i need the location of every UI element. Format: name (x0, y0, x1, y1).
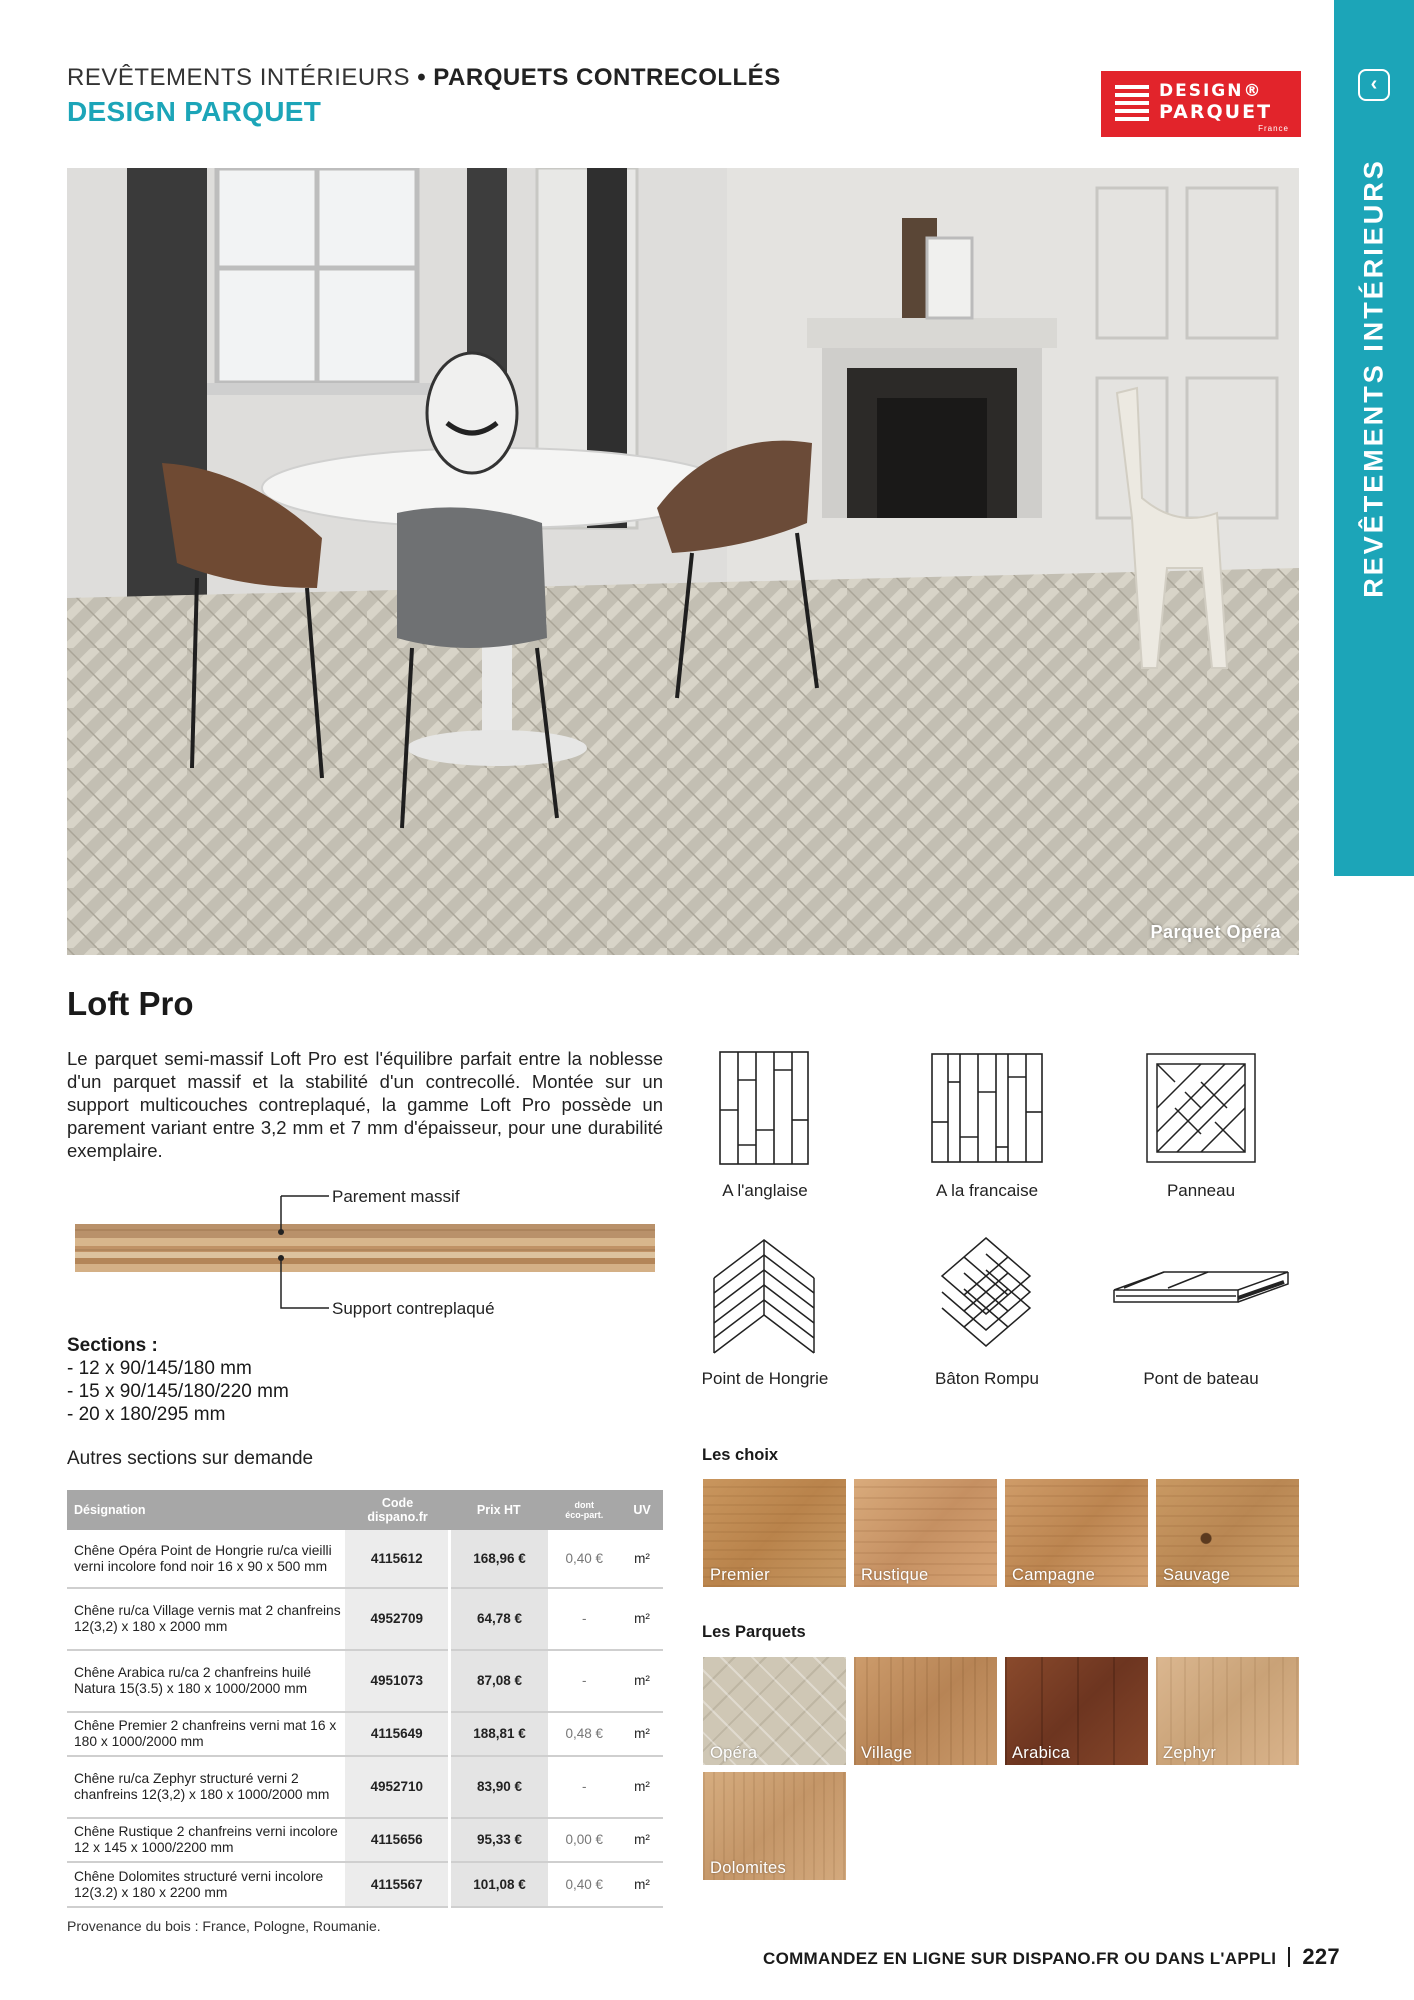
wood-provenance: Provenance du bois : France, Pologne, Roumanie. (67, 1918, 381, 1934)
pattern-baton-rompu-icon (940, 1236, 1032, 1354)
swatch-opera[interactable] (703, 1657, 846, 1765)
cell-eco: 0,48 € (548, 1712, 621, 1756)
hero-photo (67, 168, 1299, 955)
cell-eco: 0,40 € (548, 1530, 621, 1588)
swatch-label: Rustique (861, 1566, 929, 1584)
cell-uv: m² (621, 1530, 663, 1588)
cell-price: 87,08 € (450, 1650, 548, 1712)
cell-designation: Chêne Dolomites structuré verni incolore 12(3.2) x 180 x 2200 mm (67, 1862, 345, 1907)
logo-text-2: PARQUET (1159, 101, 1273, 123)
swatch-label: Dolomites (710, 1859, 787, 1877)
header-eco (548, 1490, 621, 1530)
cell-uv: m² (621, 1588, 663, 1650)
brand-heading: DESIGN PARQUET (67, 96, 322, 127)
swatch-premier[interactable] (703, 1479, 846, 1587)
product-description: Le parquet semi-massif Loft Pro est l'équilibre parfait entre la noblesse d'un parquet massif et la stabilité d'un contrecollé. Montée sur un support multicouches contreplaqué, la gamme Loft Pro possède un parement variant entre 3,2 mm et 7 mm d'épaisseur, pour une durabilité exemplaire. (67, 1048, 663, 1161)
sections-list (67, 1334, 289, 1426)
cell-price: 95,33 € (450, 1818, 548, 1862)
logo-text-1: DESIGN® (1159, 81, 1263, 101)
pattern-label-baton-rompu: Bâton Rompu (935, 1369, 1039, 1388)
section-name: REVÊTEMENTS INTÉRIEURS (67, 64, 411, 91)
cell-code[interactable]: 4115656 (345, 1818, 450, 1862)
swatch-dolomites[interactable] (703, 1772, 846, 1880)
table-row (67, 1862, 663, 1907)
chevron-left-icon[interactable]: ‹ (1358, 69, 1390, 101)
swatch-rustique[interactable] (854, 1479, 997, 1587)
cell-eco: 0,00 € (548, 1818, 621, 1862)
section-item: - 15 x 90/145/180/220 mm (67, 1381, 289, 1402)
swatch-label: Premier (710, 1566, 770, 1584)
cell-code[interactable]: 4115567 (345, 1862, 450, 1907)
cell-price: 101,08 € (450, 1862, 548, 1907)
logo-text-3: France (1258, 124, 1289, 133)
choix-title: Les choix (702, 1446, 779, 1464)
header-code (345, 1490, 450, 1530)
section-item: - 20 x 180/295 mm (67, 1404, 226, 1425)
pattern-francaise-icon (930, 1052, 1044, 1164)
section-heading (67, 64, 781, 92)
cell-eco: - (548, 1756, 621, 1818)
side-tab-label: REVÊTEMENTS INTÉRIEURS (1358, 158, 1389, 598)
table-row (67, 1530, 663, 1588)
header-eco-line1: dont (574, 1500, 595, 1510)
cell-eco: 0,40 € (548, 1862, 621, 1907)
pattern-point-de-hongrie-icon (712, 1238, 816, 1356)
swatch-label: Campagne (1012, 1566, 1096, 1584)
footer-separator (1288, 1947, 1290, 1967)
swatch-campagne[interactable] (1005, 1479, 1148, 1587)
header-designation: Désignation (67, 1490, 345, 1530)
cell-designation: Chêne Rustique 2 chanfreins verni incolore 12 x 145 x 1000/2200 mm (67, 1818, 345, 1862)
cell-designation: Chêne Opéra Point de Hongrie ru/ca vieilli verni incolore fond noir 16 x 90 x 500 mm (67, 1530, 345, 1588)
bullet-separator: • (417, 64, 427, 91)
cell-designation: Chêne Arabica ru/ca 2 chanfreins huilé Natura 15(3.5) x 180 x 1000/2000 mm (67, 1650, 345, 1712)
header-code-line1: Code (381, 1496, 414, 1510)
pattern-label-pont-de-bateau: Pont de bateau (1143, 1369, 1259, 1388)
cell-price: 188,81 € (450, 1712, 548, 1756)
header-price: Prix HT (450, 1490, 548, 1530)
pattern-label-hongrie-text: Point de Hongrie (701, 1369, 829, 1388)
table-row (67, 1756, 663, 1818)
swatch-label: Zephyr (1163, 1744, 1217, 1762)
swatch-sauvage[interactable] (1156, 1479, 1299, 1587)
layer-label-top: Parement massif (332, 1187, 460, 1206)
swatch-label: Opéra (710, 1744, 758, 1762)
swatch-arabica[interactable] (1005, 1657, 1148, 1765)
swatch-label: Arabica (1012, 1744, 1071, 1762)
table-row (67, 1712, 663, 1756)
subsection-name: PARQUETS CONTRECOLLÉS (433, 64, 781, 91)
swatch-label: Village (861, 1744, 913, 1762)
header-uv: UV (621, 1490, 663, 1530)
price-table (67, 1490, 663, 1908)
parquets-title: Les Parquets (702, 1623, 806, 1641)
pattern-pont-de-bateau-icon (1112, 1268, 1290, 1316)
cell-code[interactable]: 4952710 (345, 1756, 450, 1818)
header-code-line2: dispano.fr (367, 1510, 428, 1524)
swatch-zephyr[interactable] (1156, 1657, 1299, 1765)
cell-eco: - (548, 1588, 621, 1650)
other-sections-note: Autres sections sur demande (67, 1448, 314, 1469)
cell-uv: m² (621, 1650, 663, 1712)
cell-designation: Chêne Premier 2 chanfreins verni mat 16 x 180 x 1000/2000 mm (67, 1712, 345, 1756)
sections-title: Sections : (67, 1335, 158, 1356)
swatch-village[interactable] (854, 1657, 997, 1765)
side-tab (1334, 0, 1414, 876)
table-row (67, 1588, 663, 1650)
swatch-label: Sauvage (1163, 1566, 1231, 1584)
cell-uv: m² (621, 1862, 663, 1907)
page-number: 227 (1302, 1944, 1340, 1969)
pattern-panneau-icon (1145, 1052, 1257, 1164)
layer-label-bottom: Support contreplaqué (332, 1299, 495, 1318)
pattern-label-anglaise: A l'anglaise (722, 1181, 808, 1200)
room-illustration (67, 168, 1299, 955)
cell-designation: Chêne ru/ca Village vernis mat 2 chanfreins 12(3,2) x 180 x 2000 mm (67, 1588, 345, 1650)
cell-price: 168,96 € (450, 1530, 548, 1588)
cell-price: 83,90 € (450, 1756, 548, 1818)
cell-code[interactable]: 4115649 (345, 1712, 450, 1756)
hero-caption: Parquet Opéra (1150, 922, 1281, 942)
cell-eco: - (548, 1650, 621, 1712)
design-parquet-logo (1101, 71, 1301, 137)
header-eco-line2: éco-part. (565, 1510, 604, 1520)
cell-price: 64,78 € (450, 1588, 548, 1650)
table-row (67, 1818, 663, 1862)
cell-uv: m² (621, 1818, 663, 1862)
cell-designation: Chêne ru/ca Zephyr structuré verni 2 chanfreins 12(3,2) x 180 x 1000/2000 mm (67, 1756, 345, 1818)
pattern-label-francaise: A la francaise (935, 1181, 1039, 1200)
footer (763, 1944, 1340, 1970)
logo-stripes-icon (1115, 85, 1149, 123)
table-header-row (67, 1490, 663, 1530)
cell-uv: m² (621, 1712, 663, 1756)
section-item: - 12 x 90/145/180 mm (67, 1358, 252, 1379)
pattern-label-hongrie (665, 1368, 865, 1389)
cell-code[interactable]: 4952709 (345, 1588, 450, 1650)
cell-code[interactable]: 4115612 (345, 1530, 450, 1588)
pattern-anglaise-icon (718, 1050, 812, 1168)
pattern-label-panneau: Panneau (1166, 1181, 1236, 1200)
cell-uv: m² (621, 1756, 663, 1818)
footer-order-text[interactable]: COMMANDEZ EN LIGNE SUR DISPANO.FR OU DANS L'APPLI (763, 1949, 1277, 1968)
cell-code[interactable]: 4951073 (345, 1650, 450, 1712)
table-row (67, 1650, 663, 1712)
product-title: Loft Pro (67, 985, 194, 1022)
